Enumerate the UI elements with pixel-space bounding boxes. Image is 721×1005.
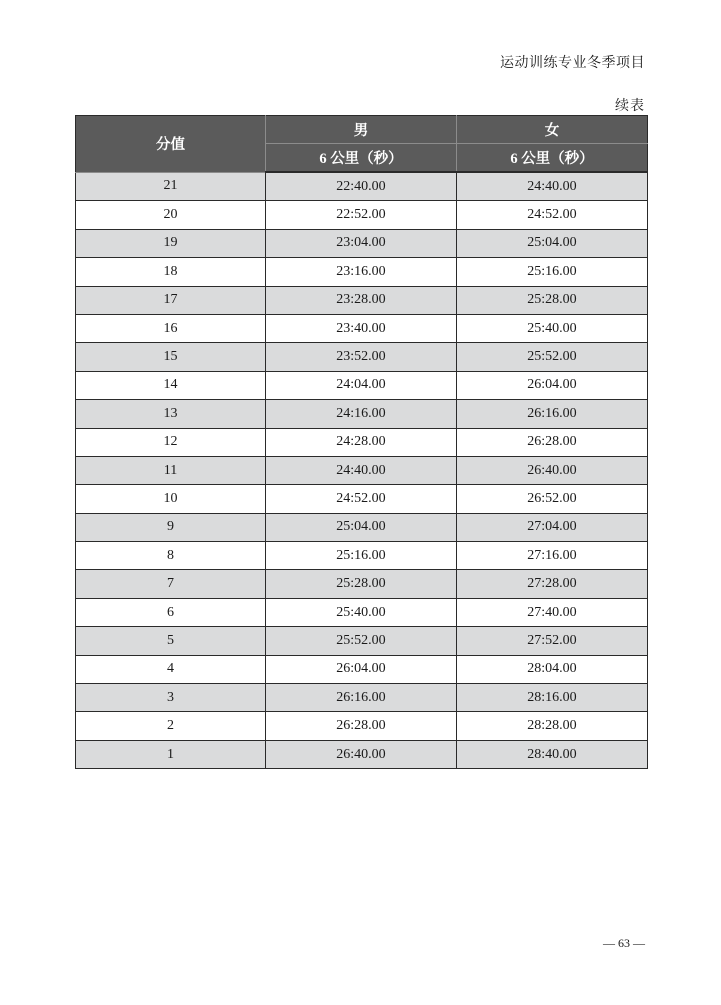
female-time-cell: 26:04.00 [457, 371, 648, 399]
female-time-cell: 24:40.00 [457, 172, 648, 201]
male-time-cell: 23:40.00 [266, 314, 457, 342]
female-event-header: 6 公里（秒） [457, 144, 648, 173]
female-time-cell: 27:16.00 [457, 542, 648, 570]
female-time-cell: 24:52.00 [457, 201, 648, 229]
male-time-cell: 22:40.00 [266, 172, 457, 201]
table-row [76, 201, 648, 229]
table-row [76, 542, 648, 570]
table-row [76, 343, 648, 371]
score-cell: 5 [76, 627, 266, 655]
male-time-cell: 24:52.00 [266, 485, 457, 513]
male-time-cell: 24:16.00 [266, 400, 457, 428]
table-row [76, 172, 648, 201]
table-row [76, 655, 648, 683]
table-row [76, 740, 648, 768]
female-time-cell: 28:28.00 [457, 712, 648, 740]
score-cell: 12 [76, 428, 266, 456]
table-row [76, 684, 648, 712]
male-time-cell: 25:28.00 [266, 570, 457, 598]
female-time-cell: 26:16.00 [457, 400, 648, 428]
table-row [76, 428, 648, 456]
score-cell: 15 [76, 343, 266, 371]
page-number: — 63 — [603, 936, 645, 950]
table-row [76, 286, 648, 314]
female-time-cell: 27:28.00 [457, 570, 648, 598]
female-time-cell: 28:04.00 [457, 655, 648, 683]
female-time-cell: 27:40.00 [457, 598, 648, 626]
female-column-header: 女 [457, 116, 648, 144]
header-row [76, 116, 648, 144]
male-time-cell: 23:52.00 [266, 343, 457, 371]
table-row [76, 513, 648, 541]
score-cell: 21 [76, 172, 266, 201]
score-cell: 17 [76, 286, 266, 314]
female-time-cell: 26:28.00 [457, 428, 648, 456]
male-time-cell: 23:16.00 [266, 258, 457, 286]
male-column-header: 男 [266, 116, 457, 144]
table-row [76, 456, 648, 484]
male-time-cell: 24:40.00 [266, 456, 457, 484]
table-row [76, 371, 648, 399]
female-time-cell: 26:52.00 [457, 485, 648, 513]
female-time-cell: 25:52.00 [457, 343, 648, 371]
table-body [76, 172, 648, 769]
male-time-cell: 23:04.00 [266, 229, 457, 257]
male-time-cell: 25:40.00 [266, 598, 457, 626]
table-row [76, 627, 648, 655]
female-time-cell: 25:16.00 [457, 258, 648, 286]
table-row [76, 598, 648, 626]
male-time-cell: 26:28.00 [266, 712, 457, 740]
female-time-cell: 25:28.00 [457, 286, 648, 314]
female-time-cell: 27:52.00 [457, 627, 648, 655]
male-time-cell: 22:52.00 [266, 201, 457, 229]
table-row [76, 570, 648, 598]
table-row [76, 712, 648, 740]
score-cell: 9 [76, 513, 266, 541]
male-time-cell: 24:28.00 [266, 428, 457, 456]
score-cell: 14 [76, 371, 266, 399]
table-row [76, 485, 648, 513]
male-time-cell: 26:40.00 [266, 740, 457, 768]
table-continued-label: 续表 [615, 98, 645, 114]
table-row [76, 314, 648, 342]
male-time-cell: 25:16.00 [266, 542, 457, 570]
score-cell: 3 [76, 684, 266, 712]
table-header [76, 116, 648, 173]
table-row [76, 400, 648, 428]
female-time-cell: 27:04.00 [457, 513, 648, 541]
male-time-cell: 26:04.00 [266, 655, 457, 683]
score-cell: 6 [76, 598, 266, 626]
score-cell: 16 [76, 314, 266, 342]
score-cell: 18 [76, 258, 266, 286]
running-header-title: 运动训练专业冬季项目 [500, 55, 645, 71]
score-table [75, 115, 648, 769]
score-cell: 19 [76, 229, 266, 257]
score-cell: 20 [76, 201, 266, 229]
male-time-cell: 24:04.00 [266, 371, 457, 399]
male-time-cell: 26:16.00 [266, 684, 457, 712]
table-row [76, 229, 648, 257]
female-time-cell: 26:40.00 [457, 456, 648, 484]
female-time-cell: 25:40.00 [457, 314, 648, 342]
female-time-cell: 28:40.00 [457, 740, 648, 768]
male-time-cell: 23:28.00 [266, 286, 457, 314]
male-event-header: 6 公里（秒） [266, 144, 457, 173]
score-cell: 1 [76, 740, 266, 768]
score-cell: 11 [76, 456, 266, 484]
score-cell: 13 [76, 400, 266, 428]
male-time-cell: 25:04.00 [266, 513, 457, 541]
score-cell: 2 [76, 712, 266, 740]
female-time-cell: 28:16.00 [457, 684, 648, 712]
score-cell: 4 [76, 655, 266, 683]
score-cell: 8 [76, 542, 266, 570]
male-time-cell: 25:52.00 [266, 627, 457, 655]
score-column-header: 分值 [76, 116, 266, 173]
score-cell: 10 [76, 485, 266, 513]
table-row [76, 258, 648, 286]
score-cell: 7 [76, 570, 266, 598]
female-time-cell: 25:04.00 [457, 229, 648, 257]
